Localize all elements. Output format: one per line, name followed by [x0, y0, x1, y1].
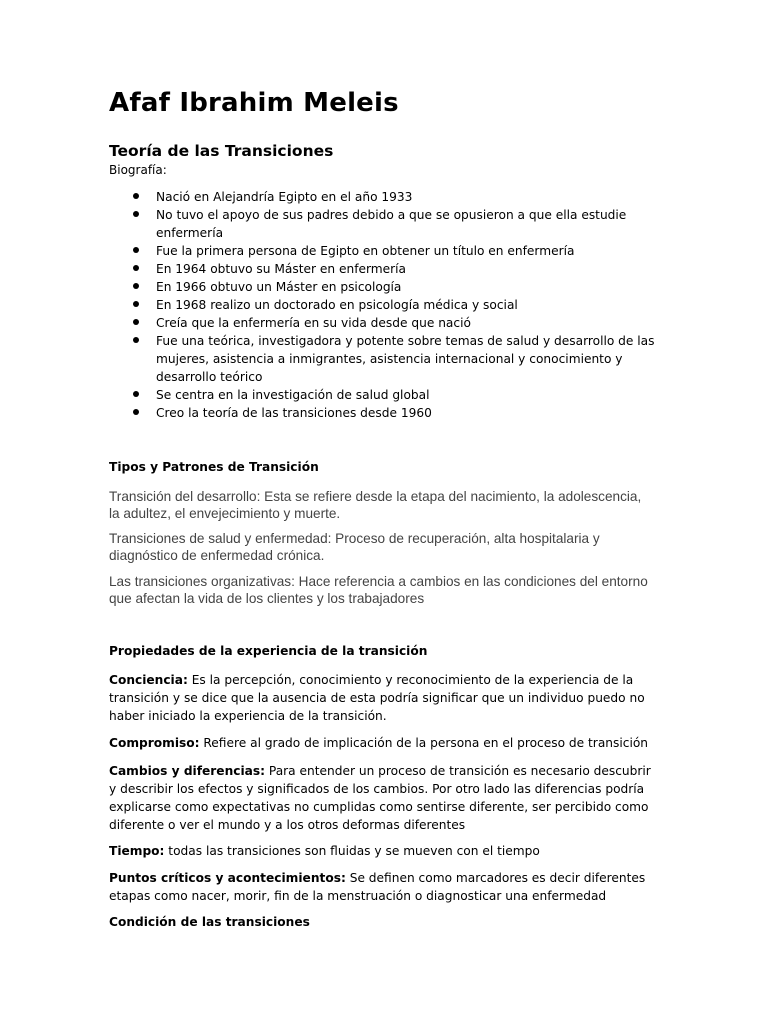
property-term: Cambios y diferencias: [109, 764, 266, 778]
bullet-icon [133, 409, 139, 415]
bullet-icon [133, 265, 139, 271]
list-item: Fue una teórica, investigadora y potente sobre temas de salud y desarrollo de las mujeres, asistencia a inmigrantes, asistencia internacional y conocimiento y desarrollo teórico [109, 332, 669, 386]
types-heading: Tipos y Patrones de Transición [109, 460, 319, 474]
list-item: Creía que la enfermería en su vida desde que nació [109, 314, 669, 332]
bullet-icon [133, 247, 139, 253]
list-item: Nació en Alejandría Egipto en el año 1933 [109, 188, 669, 206]
document-title: Afaf Ibrahim Meleis [109, 88, 399, 118]
bullet-icon [133, 193, 139, 199]
list-item: En 1964 obtuvo su Máster en enfermería [109, 260, 669, 278]
list-item: Se centra en la investigación de salud global [109, 386, 669, 404]
document-subtitle: Teoría de las Transiciones [109, 142, 334, 160]
property-paragraph: Cambios y diferencias: Para entender un proceso de transición es necesario descubrir y describir los efectos y significados de los cambios. Por otro lado las diferencias podría explicarse como expectativas no cumplidas como sentirse diferente, ser percibido como diferente o ver el mundo y a los otros deformas diferentes [109, 764, 651, 832]
property-term: Conciencia: [109, 673, 188, 687]
list-item: En 1966 obtuvo un Máster en psicología [109, 278, 669, 296]
list-item: No tuvo el apoyo de sus padres debido a que se opusieron a que ella estudie enfermería [109, 206, 669, 242]
property-term: Puntos críticos y acontecimientos: [109, 871, 346, 885]
bullet-icon [133, 211, 139, 217]
bullet-icon [133, 301, 139, 307]
bullet-icon [133, 319, 139, 325]
type-paragraph: Las transiciones organizativas: Hace referencia a cambios en las condiciones del entorno que afectan la vida de los clientes y los trabajadores [109, 574, 648, 606]
conditions-heading: Condición de las transiciones [109, 915, 310, 929]
property-paragraph: Conciencia: Es la percepción, conocimiento y reconocimiento de la experiencia de la transición y se dice que la ausencia de esta podría significar que un individuo puedo no haber iniciado la experiencia de la transición. [109, 673, 645, 723]
property-paragraph: Puntos críticos y acontecimientos: Se definen como marcadores es decir diferentes etapas como nacer, morir, fin de la menstruación o diagnosticar una enfermedad [109, 871, 646, 903]
bullet-icon [133, 283, 139, 289]
properties-heading: Propiedades de la experiencia de la transición [109, 644, 428, 658]
type-paragraph: Transición del desarrollo: Esta se refiere desde la etapa del nacimiento, la adolescencia, la adultez, el envejecimiento y muerte. [109, 489, 642, 521]
property-paragraph: Tiempo: todas las transiciones son fluidas y se mueven con el tiempo [109, 844, 540, 858]
bullet-icon [133, 391, 139, 397]
property-term: Tiempo: [109, 844, 165, 858]
bullet-icon [133, 337, 139, 343]
biography-list [109, 188, 669, 422]
property-term: Compromiso: [109, 736, 200, 750]
list-item: Fue la primera persona de Egipto en obtener un título en enfermería [109, 242, 669, 260]
type-paragraph: Transiciones de salud y enfermedad: Proceso de recuperación, alta hospitalaria y diagnóstico de enfermedad crónica. [109, 531, 600, 563]
biography-label: Biografía: [109, 163, 167, 177]
list-item: En 1968 realizo un doctorado en psicología médica y social [109, 296, 669, 314]
list-item: Creo la teoría de las transiciones desde 1960 [109, 404, 669, 422]
property-paragraph: Compromiso: Refiere al grado de implicación de la persona en el proceso de transición [109, 736, 649, 750]
